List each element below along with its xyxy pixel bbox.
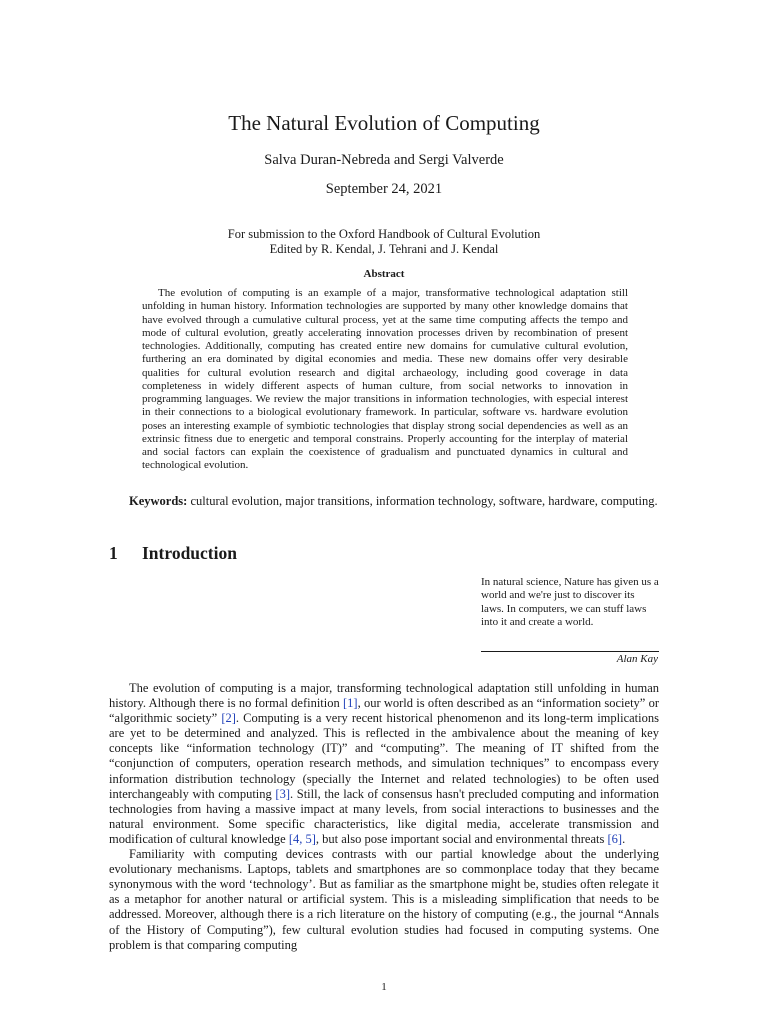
abstract-heading: Abstract xyxy=(363,268,405,280)
paragraph-1-text: . Computing is a very recent historical phenomenon and its long-term implications are yet to be determined and analyzed. This is reflected in the ambivalence about the meaning of key concepts like “information technology (IT)” and “computing”. The meaning of IT shifted from the “conjunction of computers, operation research methods, and simulation techniques” to encompass every information distribution technology (specially the Internet and related technologies) to be often used interchangeably with computing xyxy=(109,711,659,801)
paragraph-2: Familiarity with computing devices contrasts with our partial knowledge about the underlying evolutionary mechanisms. Laptops, tablets and smartphones are so commonplace today that they became synonymous with the word ‘technology’. But as familiar as the smartphone might be, studies often relegate it as a metaphor for another natural or artificial system. This is a misleading simplification that needs to be addressed. Moreover, although there is a rich literature on the history of computing (e.g., the journal “Annals of the History of Computing”), few cultural evolution studies had focused in computing systems. One problem is that comparing computing xyxy=(109,847,659,952)
citation-link[interactable]: [1] xyxy=(343,696,358,711)
section-number: 1 xyxy=(109,543,118,563)
paragraph-1-text: . Still, the lack of consensus hasn't precluded computing and information technologies from having a massive impact at many levels, from social interactions to businesses and the natural environment. Some specific characteristics, like digital media, accelerate transmission and modification of cultural knowledge xyxy=(109,786,660,846)
paragraph-1 xyxy=(109,681,659,847)
section-title: Introduction xyxy=(142,543,237,563)
epigraph-author: Alan Kay xyxy=(616,653,658,665)
citation-link[interactable]: [6] xyxy=(607,831,623,846)
abstract-text: The evolution of computing is an example of a major, transformative technological adaptation still unfolding in human history. Information technologies are supported by many other knowledge domains that have evolved through a cumulative cultural process, yet at the same time computing affects the tempo and mode of cultural evolution, greatly accelerating innovation processes driven by recombination of present technologies. Additionally, computing has created entire new domains for cumulative cultural evolution, furthering an era dominated by digital economies and media. These new domains offer very desirable qualities for cultural evolution research and digital archaeology, including good coverage in data completeness in widely different aspects of human culture, from social networks to innovation in programming languages. We review the major transitions in information technologies, with especial interest in their connections to a biological evolutionary framework. In particular, software vs. hardware evolution poses an interesting example of symbiotic technologies that display strong social dependencies as well as an extrinsic fitness due to energetic and temporal constrains. Properly accounting for the interplay of material and social factors can explain the coexistence of gradualism and punctuated dynamics in cultural and technological evolution. xyxy=(142,287,628,472)
paragraph-1-text: , but also pose important social and environmental threats xyxy=(315,831,608,846)
keywords-label: Keywords: xyxy=(129,494,188,508)
epigraph-rule xyxy=(481,651,659,652)
citation-link[interactable]: [4, 5] xyxy=(288,831,316,846)
paper-title: The Natural Evolution of Computing xyxy=(228,111,540,135)
keywords xyxy=(109,493,659,509)
paragraph-1-text: . xyxy=(622,831,626,846)
submission-line-2: Edited by R. Kendal, J. Tehrani and J. Kendal xyxy=(269,242,499,256)
page-number: 1 xyxy=(381,981,387,993)
paragraph-1-text: The evolution of computing is a major, transforming technological adaptation still unfolding in human history. Although there is no formal definition xyxy=(109,681,659,711)
epigraph-quote: In natural science, Nature has given us a world and we're just to discover its laws. In computers, we can stuff laws into it and create a world. xyxy=(481,576,659,629)
paragraph-1-text: , our world is often described as an “information society” or “algorithmic society” xyxy=(109,696,659,726)
keywords-text: cultural evolution, major transitions, information technology, software, hardware, computing. xyxy=(187,494,658,508)
citation-link[interactable]: [3] xyxy=(275,786,290,801)
section-heading xyxy=(109,543,237,564)
submission-line-1: For submission to the Oxford Handbook of Cultural Evolution xyxy=(227,227,541,241)
paper-date: September 24, 2021 xyxy=(325,181,443,197)
introduction-body xyxy=(109,681,659,953)
paper-authors: Salva Duran-Nebreda and Sergi Valverde xyxy=(264,152,504,168)
submission-note xyxy=(0,227,768,257)
citation-link[interactable]: [2] xyxy=(221,711,236,726)
